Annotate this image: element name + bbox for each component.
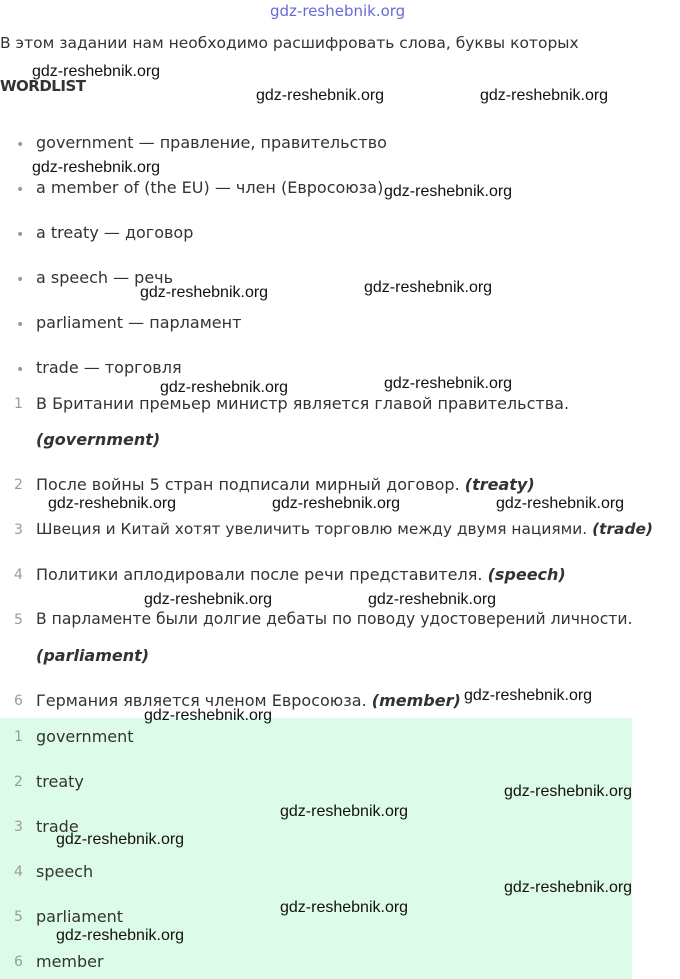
- watermark: gdz-reshebnik.org: [48, 495, 177, 512]
- watermark: gdz-reshebnik.org: [504, 783, 633, 800]
- question-number: 4: [14, 567, 23, 583]
- question-number: 5: [14, 612, 23, 628]
- question-sentence: Швеция и Китай хотят увеличить торговлю между двумя нациями.: [36, 520, 588, 538]
- question-text: В Британии премьер министр является главой правительства.: [36, 394, 570, 413]
- wordlist-item: parliament — парламент: [36, 313, 242, 332]
- answer-number: 6: [14, 954, 23, 970]
- watermark: gdz-reshebnik.org: [56, 831, 185, 848]
- intro-text: В этом задании нам необходимо расшифровать слова, буквы которых: [0, 34, 579, 52]
- watermark: gdz-reshebnik.org: [140, 284, 269, 301]
- wordlist-item: government — правление, правительство: [36, 133, 387, 152]
- wordlist-item: a speech — речь: [36, 268, 174, 287]
- question-answer: (trade): [592, 520, 653, 538]
- question-sentence: После войны 5 стран подписали мирный договор.: [36, 475, 460, 494]
- question-sentence: Германия является членом Евросоюза.: [36, 691, 367, 710]
- question-answer: (government): [36, 430, 161, 449]
- watermark: gdz-reshebnik.org: [280, 899, 409, 916]
- watermark: gdz-reshebnik.org: [280, 803, 409, 820]
- watermark: gdz-reshebnik.org: [504, 879, 633, 896]
- bullet-icon: •: [16, 227, 25, 243]
- answer-number: 4: [14, 864, 23, 880]
- question-text: [36, 565, 566, 584]
- wordlist-item: a member of (the EU) — член (Евросоюза): [36, 178, 384, 197]
- answer-word: government: [36, 727, 134, 746]
- watermark: gdz-reshebnik.org: [496, 495, 625, 512]
- question-answer: (treaty): [464, 475, 535, 494]
- question-answer: (parliament): [36, 646, 150, 665]
- wordlist-item: a treaty — договор: [36, 223, 194, 242]
- wordlist-item: trade — торговля: [36, 358, 182, 377]
- watermark: gdz-reshebnik.org: [272, 495, 401, 512]
- answer-number: 1: [14, 729, 23, 745]
- watermark: gdz-reshebnik.org: [368, 591, 497, 608]
- watermark: gdz-reshebnik.org: [144, 591, 273, 608]
- watermark: gdz-reshebnik.org: [480, 87, 609, 104]
- answer-number: 2: [14, 774, 23, 790]
- watermark: gdz-reshebnik.org: [464, 687, 593, 704]
- answer-word: trade: [36, 817, 79, 836]
- answer-word: treaty: [36, 772, 84, 791]
- bullet-icon: •: [16, 272, 25, 288]
- answer-word: speech: [36, 862, 94, 881]
- answer-word: parliament: [36, 907, 124, 926]
- watermark: gdz-reshebnik.org: [364, 279, 493, 296]
- wordlist-title: WORDLIST: [0, 77, 86, 95]
- watermark: gdz-reshebnik.org: [32, 159, 161, 176]
- answer-number: 3: [14, 819, 23, 835]
- question-text: [36, 475, 535, 494]
- watermark: gdz-reshebnik.org: [384, 183, 513, 200]
- question-text: [36, 520, 653, 538]
- answer-word: member: [36, 952, 104, 971]
- watermark: gdz-reshebnik.org: [144, 707, 273, 724]
- question-sentence: Политики аплодировали после речи представителя.: [36, 565, 483, 584]
- bullet-icon: •: [16, 182, 25, 198]
- bullet-icon: •: [16, 137, 25, 153]
- question-answer: (speech): [487, 565, 566, 584]
- watermark: gdz-reshebnik.org: [384, 375, 513, 392]
- bullet-icon: •: [16, 362, 25, 378]
- question-number: 6: [14, 693, 23, 709]
- watermark: gdz-reshebnik.org: [160, 379, 289, 396]
- question-number: 1: [14, 396, 23, 412]
- bullet-icon: •: [16, 317, 25, 333]
- question-number: 3: [14, 522, 23, 538]
- watermark: gdz-reshebnik.org: [32, 63, 161, 80]
- question-number: 2: [14, 477, 23, 493]
- watermark: gdz-reshebnik.org: [256, 87, 385, 104]
- answer-number: 5: [14, 909, 23, 925]
- site-link[interactable]: gdz-reshebnik.org: [270, 2, 406, 20]
- question-text: В парламенте были долгие дебаты по поводу удостоверений личности.: [36, 610, 633, 628]
- watermark: gdz-reshebnik.org: [56, 927, 185, 944]
- question-answer: (member): [371, 691, 461, 710]
